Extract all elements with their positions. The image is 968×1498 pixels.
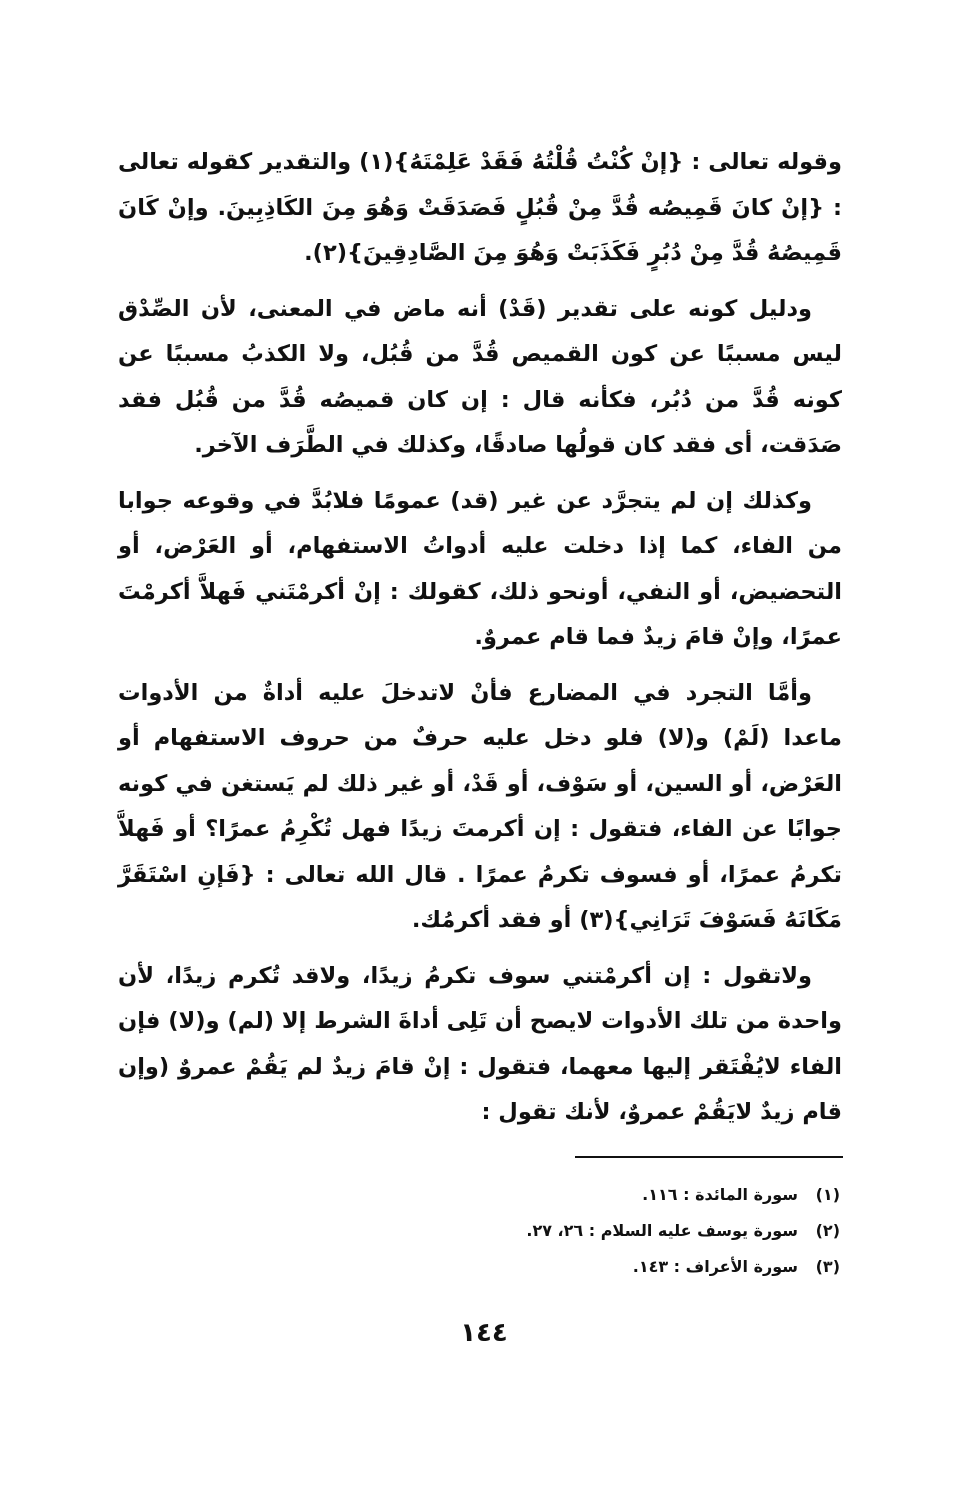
footnote-item xyxy=(420,1180,840,1210)
footnote-text: سورة يوسف عليه السلام : ٢٦، ٢٧. xyxy=(526,1221,798,1240)
footnote-number: (١) xyxy=(815,1185,840,1204)
footnote-number: (٣) xyxy=(815,1257,840,1276)
page-number: ١٤٤ xyxy=(460,1318,508,1348)
footnotes xyxy=(420,1180,840,1288)
footnote-text: سورة المائدة : ١١٦. xyxy=(642,1185,798,1204)
footnote-divider xyxy=(575,1156,843,1158)
paragraph-2: ودليل كونه على تقدير (قَدْ) أنه ماض في المعنى، لأن الصِّدْق ليس مسببًا عن كون القميص قُدَّ من قُبُل، ولا الكذبُ مسببًا عن كونه قُدَّ من دُبُر، فكأنه قال : إن كان قميصُه قُدَّ من قُبُل فقد صَدَقت، أى فقد كان قولُها صادقًا، وكذلك في الطَّرَف الآخر. xyxy=(118,295,842,458)
paragraph-4: وأمَّا التجرد في المضارع فأنْ لاتدخلَ عليه أداةٌ من الأدوات ماعدا (لَمْ) و(لا) فلو دخل عليه حرفٌ من حروف الاستفهام أو العَرْض، أو السين، أو سَوْف، أو قَدْ، أو غير ذلك لم يَستغن في كونه جوابًا عن الفاء، فتقول : إن أكرمتَ زيدًا فهل تُكْرِمُ عمرًا؟ أو فَهلاَّ تكرمُ عمرًا، أو فسوف تكرمُ عمرًا . قال الله تعالى : {فَإنِ اسْتَقَرَّ مَكَانَهُ فَسَوْفَ تَرَانِي}(٣) أو فقد أكرمُك. xyxy=(118,679,842,933)
footnote-text: سورة الأعراف : ١٤٣. xyxy=(632,1257,798,1276)
paragraph-5: ولاتقول : إن أكرمْتني سوف تكرمُ زيدًا، ولاقد تُكرم زيدًا، لأن واحدة من تلك الأدوات لايصح أن تَلِى أداةَ الشرط إلا (لم) و(لا) فإن الفاء لايُفْتَقر إليها معهما، فتقول : إنْ قامَ زيدٌ لم يَقُمْ عمروٌ (وإن قام زيدٌ لايَقُمْ عمروٌ، لأنك تقول : xyxy=(118,962,842,1125)
main-text xyxy=(118,140,842,1146)
paragraph-1: وقوله تعالى : {إنْ كُنْتُ قُلْتُهُ فَقَدْ عَلِمْتَهُ}(١) والتقدير كقوله تعالى : {إنْ كانَ قَمِيصُه قُدَّ مِنْ قُبُلٍ فَصَدَقَتْ وَهُوَ مِنَ الكَاذِبِينَ. وإنْ كَانَ قَمِيصُهُ قُدَّ مِنْ دُبُرٍ فَكَذَبَتْ وَهُوَ مِنَ الصَّادِقِينَ}(٢). xyxy=(118,149,842,266)
paragraph-3: وكذلك إن لم يتجرَّد عن غير (قد) عمومًا فلابُدَّ في وقوعه جوابا من الفاء، كما إذا دخلت عليه أدواتُ الاستفهام، أو العَرْض، أو التحضيض، أو النفي، أونحو ذلك، كقولك : إنْ أكرمْتَني فَهلاَّ أكرمْتَ عمرًا، وإنْ قامَ زيدٌ فما قام عمروٌ. xyxy=(118,487,842,650)
footnote-number: (٢) xyxy=(815,1221,840,1240)
footnote-item xyxy=(420,1216,840,1246)
footnote-item xyxy=(420,1252,840,1282)
